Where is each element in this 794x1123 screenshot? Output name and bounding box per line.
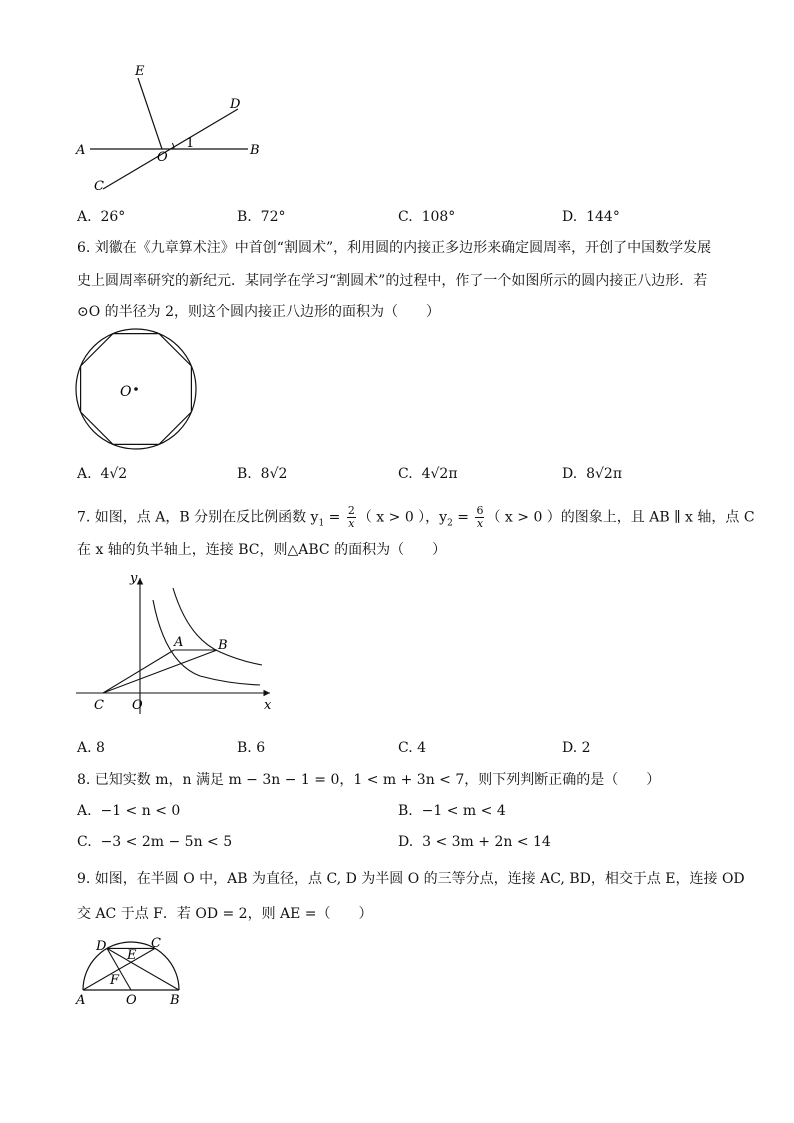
option-text: 6 <box>256 740 266 756</box>
label-e: E <box>135 64 145 79</box>
option-text: −3 < 2m − 5n < 5 <box>100 834 233 850</box>
q6-stem-line3: ⊙O 的半径为 2，则这个圆内接正八边形的面积为（ ） <box>77 304 441 320</box>
option-text: 4 <box>417 740 427 756</box>
option-text: −1 < m < 4 <box>421 803 506 819</box>
option-letter: D. <box>562 740 578 756</box>
label-e: E <box>127 948 137 963</box>
q6-stem-line1: 6. 刘徽在《九章算术注》中首创“割圆术”，利用圆的内接正多边形来确定圆周率，开创了中国数学发展 <box>77 240 712 256</box>
center-dot <box>134 387 138 391</box>
curve-y2 <box>173 588 262 665</box>
q9-stem-line1: 9. 如图，在半圆 O 中，AB 为直径，点 C, D 为半圆 O 的三等分点，连接 AC, BD，相交于点 E，连接 OD <box>77 871 745 887</box>
option-text: 8 <box>96 740 105 756</box>
q5-figure <box>70 60 270 200</box>
segment-ca <box>103 650 174 693</box>
q7-option-a[interactable] <box>77 740 105 756</box>
option-text: 8√2 <box>260 466 288 482</box>
option-text: 144° <box>586 209 620 225</box>
option-text: 108° <box>421 209 456 225</box>
option-text: 72° <box>260 209 286 225</box>
q5-option-d[interactable] <box>562 209 620 225</box>
q5-option-b[interactable] <box>237 209 285 225</box>
q7-option-d[interactable] <box>562 740 591 756</box>
label-d: D <box>96 939 107 954</box>
option-text: 26° <box>100 209 126 225</box>
q7-stem-line1 <box>77 505 755 533</box>
q6-option-d[interactable] <box>562 466 622 482</box>
q7-subscript-1: 1 <box>318 518 325 529</box>
q8-option-b[interactable] <box>398 803 506 819</box>
option-letter: C. <box>398 209 413 225</box>
option-letter: B. <box>398 803 413 819</box>
option-text: 4√2 <box>100 466 128 482</box>
option-letter: B. <box>237 466 252 482</box>
q6-option-c[interactable] <box>398 466 458 482</box>
label-o: O <box>126 993 137 1008</box>
q6-option-b[interactable] <box>237 466 287 482</box>
label-c: C <box>151 936 161 951</box>
q7-stem-line2: 在 x 轴的负半轴上，连接 BC，则△ABC 的面积为（ ） <box>77 542 447 558</box>
label-c: C <box>94 179 104 194</box>
q6-stem-line2: 史上圆周率研究的新纪元．某同学在学习“割圆术”的过程中，作了一个如图所示的圆内接正八边形．若 <box>77 273 708 289</box>
label-x: x <box>264 698 272 713</box>
q7-text-part: 7. 如图，点 A，B 分别在反比例函数 y <box>77 509 319 526</box>
q7-figure <box>70 568 280 718</box>
label-a: A <box>76 143 86 158</box>
q7-option-b[interactable] <box>237 740 265 756</box>
label-a: A <box>76 993 86 1008</box>
q6-figure <box>72 328 202 452</box>
label-a: A <box>174 635 184 650</box>
q8-option-d[interactable] <box>398 834 551 850</box>
option-letter: A. <box>77 466 92 482</box>
label-angle-1: 1 <box>186 136 195 151</box>
option-letter: D. <box>562 466 578 482</box>
label-c: C <box>94 698 104 713</box>
option-letter: C. <box>398 740 413 756</box>
fraction-numerator: 2 <box>347 504 355 517</box>
option-text: −1 < n < 0 <box>100 803 181 819</box>
fraction-2-over-x <box>347 505 356 530</box>
q7-text-part: = <box>324 509 345 526</box>
curve-y1 <box>153 600 260 685</box>
option-text: 2 <box>581 740 591 756</box>
q9-figure <box>72 930 192 1010</box>
fraction-6-over-x <box>475 505 484 530</box>
q7-option-c[interactable] <box>398 740 426 756</box>
option-letter: A. <box>77 209 92 225</box>
option-letter: C. <box>77 834 92 850</box>
q7-text-part: = <box>452 509 474 526</box>
label-y: y <box>130 571 138 586</box>
fraction-denominator: x <box>476 517 484 530</box>
option-text: 4√2π <box>421 466 458 482</box>
label-b: B <box>170 993 180 1008</box>
segment-cb <box>103 650 217 693</box>
label-b: B <box>250 143 260 158</box>
q6-option-a[interactable] <box>77 466 127 482</box>
option-letter: A. <box>77 803 92 819</box>
q7-text-part: （ x > 0 ）的图象上，且 AB ∥ x 轴，点 C <box>486 509 755 526</box>
ray-oe <box>138 78 162 149</box>
q8-stem: 8. 已知实数 m，n 满足 m − 3n − 1 = 0，1 < m + 3n < 7，则下列判断正确的是（ ） <box>77 772 661 788</box>
q9-stem-line2: 交 AC 于点 F．若 OD = 2，则 AE =（ ） <box>77 906 373 922</box>
option-letter: B. <box>237 740 252 756</box>
label-center-o: O <box>120 384 132 400</box>
label-d: D <box>230 97 241 112</box>
option-letter: A. <box>77 740 92 756</box>
label-o: O <box>132 698 143 713</box>
option-letter: C. <box>398 466 413 482</box>
q7-subscript-2: 2 <box>447 518 453 529</box>
option-letter: D. <box>562 209 578 225</box>
option-letter: B. <box>237 209 252 225</box>
fraction-numerator: 6 <box>476 504 484 517</box>
q5-option-c[interactable] <box>398 209 455 225</box>
option-text: 3 < 3m + 2n < 14 <box>422 834 551 850</box>
q8-option-a[interactable] <box>77 803 180 819</box>
fraction-denominator: x <box>348 517 355 530</box>
q7-text-part: （ x > 0 ），y <box>357 509 448 526</box>
q5-option-a[interactable] <box>77 209 125 225</box>
label-o: O <box>157 150 168 165</box>
option-text: 8√2π <box>586 466 623 482</box>
label-b: B <box>218 638 228 653</box>
q8-option-c[interactable] <box>77 834 232 850</box>
option-letter: D. <box>398 834 414 850</box>
label-f: F <box>110 973 120 988</box>
